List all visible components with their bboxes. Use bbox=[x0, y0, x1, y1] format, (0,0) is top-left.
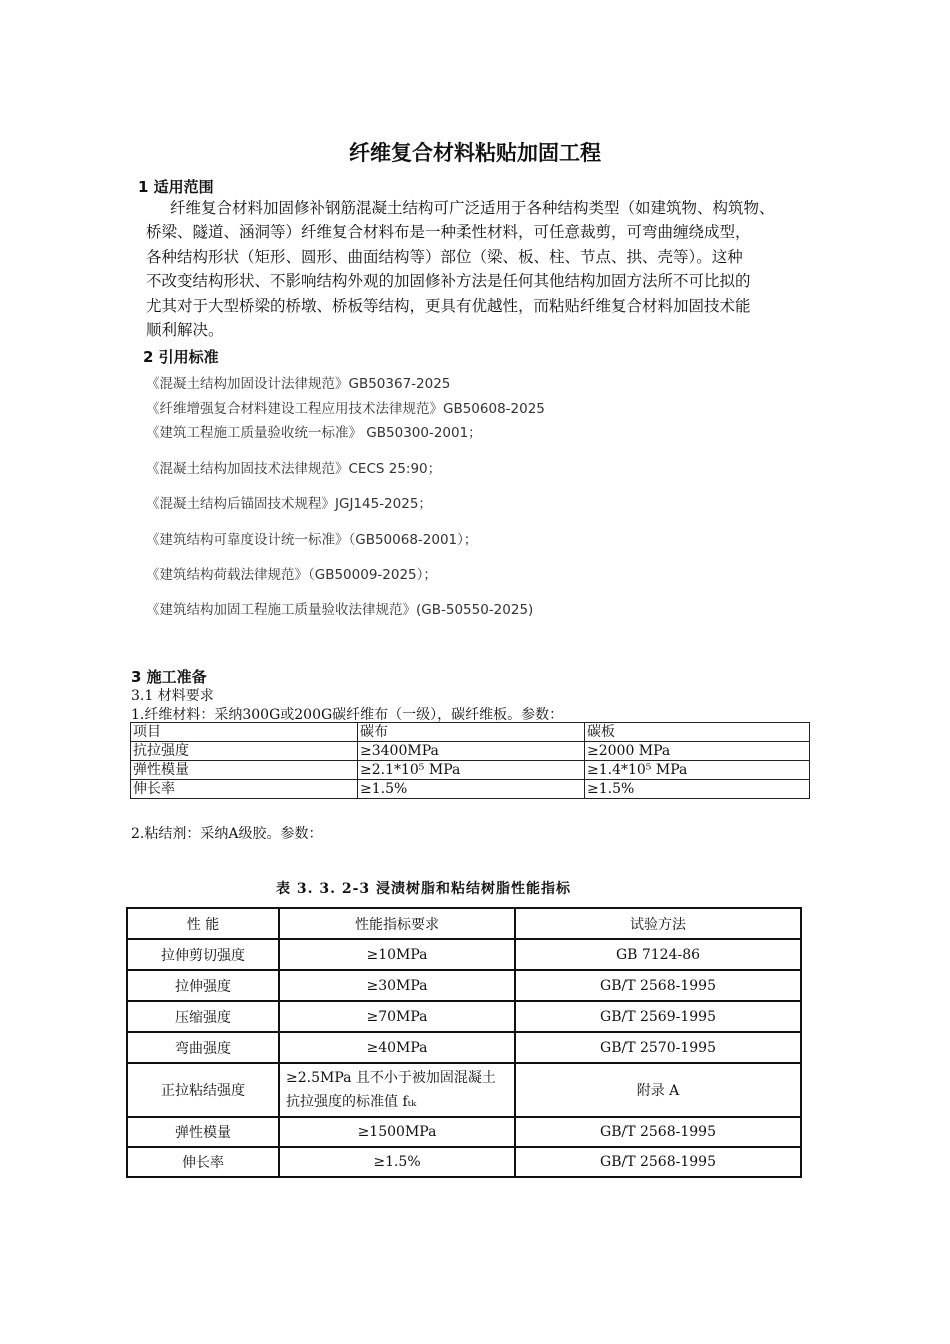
table-row bbox=[127, 939, 801, 970]
standard-item: 《纤维增强复合材料建设工程应用技术法律规范》GB50608-2025 bbox=[146, 401, 545, 417]
section-3-heading: 3 施工准备 bbox=[131, 668, 207, 686]
table-cell: ≥2.1*10⁵ MPa bbox=[358, 761, 585, 780]
table-row bbox=[127, 1147, 801, 1177]
table-row bbox=[131, 761, 810, 780]
table-row bbox=[127, 1117, 801, 1147]
table-row bbox=[127, 1063, 801, 1117]
table-row bbox=[127, 970, 801, 1001]
table-cell: 弹性模量 bbox=[127, 1117, 279, 1147]
table-cell: GB 7124-86 bbox=[515, 939, 801, 970]
table-row bbox=[127, 1032, 801, 1063]
table-row bbox=[131, 780, 810, 799]
table-header-cell: 性能指标要求 bbox=[279, 908, 515, 939]
table-cell: ≥30MPa bbox=[279, 970, 515, 1001]
table-cell: ≥2000 MPa bbox=[585, 742, 810, 761]
table-cell: ≥70MPa bbox=[279, 1001, 515, 1032]
adhesive-line: 2.粘结剂：采纳A级胶。参数： bbox=[131, 826, 323, 842]
table-caption: 表 3. 3. 2-3 浸渍树脂和粘结树脂性能指标 bbox=[276, 881, 572, 897]
table-header-cell: 试验方法 bbox=[515, 908, 801, 939]
standard-item: 《混凝土结构后锚固技术规程》JGJ145-2025； bbox=[146, 496, 432, 512]
table-header-cell: 性 能 bbox=[127, 908, 279, 939]
section-1-line: 尤其对于大型桥梁的桥墩、桥板等结构，更具有优越性，而粘贴纤维复合材料加固技术能 bbox=[146, 297, 751, 315]
table-cell: ≥2.5MPa 且不小于被加固混凝土抗拉强度的标准值 fₜₖ bbox=[279, 1063, 515, 1117]
table-cell: 弹性模量 bbox=[131, 761, 358, 780]
section-1-line: 不改变结构形状、不影响结构外观的加固修补方法是任何其他结构加固方法所不可比拟的 bbox=[146, 272, 751, 290]
table-cell: 抗拉强度 bbox=[131, 742, 358, 761]
table-cell: 正拉粘结强度 bbox=[127, 1063, 279, 1117]
section-1-line: 桥梁、隧道、涵洞等）纤维复合材料布是一种柔性材料，可任意裁剪，可弯曲缠绕成型， bbox=[146, 223, 751, 241]
table-header-cell: 项目 bbox=[131, 723, 358, 742]
table-cell: 压缩强度 bbox=[127, 1001, 279, 1032]
section-1-heading: 1 适用范围 bbox=[138, 178, 214, 196]
resin-performance-table bbox=[126, 907, 802, 1178]
table-cell: ≥10MPa bbox=[279, 939, 515, 970]
table-cell: 附录 A bbox=[515, 1063, 801, 1117]
table-header-row bbox=[131, 723, 810, 742]
table-cell: GB/T 2568-1995 bbox=[515, 1147, 801, 1177]
table-cell: ≥1.5% bbox=[585, 780, 810, 799]
table-cell: 弯曲强度 bbox=[127, 1032, 279, 1063]
table-cell: GB/T 2568-1995 bbox=[515, 970, 801, 1001]
table-cell: 拉伸强度 bbox=[127, 970, 279, 1001]
section-1-line: 各种结构形状（矩形、圆形、曲面结构等）部位（梁、板、柱、节点、拱、壳等）。这种 bbox=[146, 248, 743, 266]
table-cell: ≥3400MPa bbox=[358, 742, 585, 761]
standard-item: 《建筑工程施工质量验收统一标准》 GB50300-2001； bbox=[146, 425, 482, 441]
table-cell: ≥1500MPa bbox=[279, 1117, 515, 1147]
standard-item: 《混凝土结构加固设计法律规范》GB50367-2025 bbox=[146, 376, 451, 392]
standard-item: 《建筑结构可靠度设计统一标准》（GB50068-2001）； bbox=[146, 532, 478, 548]
table-cell: 伸长率 bbox=[131, 780, 358, 799]
section-1-line: 顺利解决。 bbox=[146, 321, 224, 339]
table-header-cell: 碳布 bbox=[358, 723, 585, 742]
table-cell: GB/T 2569-1995 bbox=[515, 1001, 801, 1032]
table-cell: ≥1.5% bbox=[358, 780, 585, 799]
fiber-params-table bbox=[130, 722, 810, 799]
table-header-row bbox=[127, 908, 801, 939]
table-cell: GB/T 2568-1995 bbox=[515, 1117, 801, 1147]
standard-item: 《建筑结构荷载法律规范》（GB50009-2025）； bbox=[146, 567, 437, 583]
standard-item: 《混凝土结构加固技术法律规范》CECS 25:90； bbox=[146, 461, 442, 477]
table-row bbox=[131, 742, 810, 761]
table-cell: 拉伸剪切强度 bbox=[127, 939, 279, 970]
table-row bbox=[127, 1001, 801, 1032]
subsection-heading: 3.1 材料要求 bbox=[131, 688, 214, 704]
table-cell: 伸长率 bbox=[127, 1147, 279, 1177]
standard-item: 《建筑结构加固工程施工质量验收法律规范》(GB-50550-2025) bbox=[146, 602, 534, 618]
table-header-cell: 碳板 bbox=[585, 723, 810, 742]
table-cell: ≥40MPa bbox=[279, 1032, 515, 1063]
page-title: 纤维复合材料粘贴加固工程 bbox=[349, 141, 601, 165]
fiber-material-line: 1.纤维材料：采纳300G或200G碳纤维布（一级），碳纤维板。参数： bbox=[131, 707, 564, 723]
table-cell: ≥1.4*10⁵ MPa bbox=[585, 761, 810, 780]
section-2-heading: 2 引用标准 bbox=[143, 348, 219, 366]
section-1-line: 纤维复合材料加固修补钢筋混凝土结构可广泛适用于各种结构类型（如建筑物、构筑物、 bbox=[170, 199, 775, 217]
table-cell: GB/T 2570-1995 bbox=[515, 1032, 801, 1063]
table-cell: ≥1.5% bbox=[279, 1147, 515, 1177]
